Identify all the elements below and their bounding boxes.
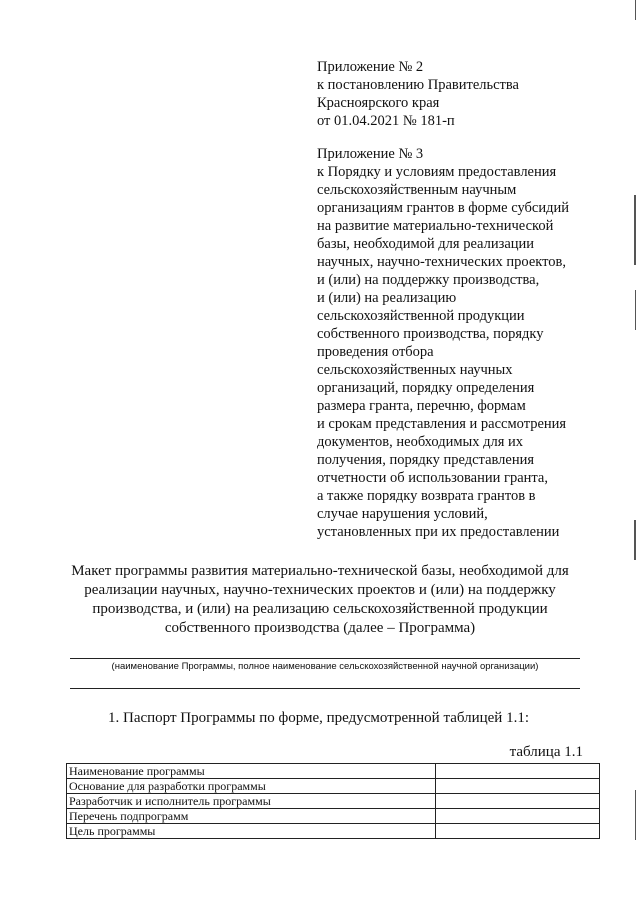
row-label: Цель программы: [67, 824, 436, 839]
appendix-line: и (или) на реализацию: [317, 290, 457, 306]
row-label: Наименование программы: [67, 764, 436, 779]
appendix-line: к Порядку и условиям предоставления: [317, 164, 557, 180]
appendix-line: сельскохозяйственной продукции: [317, 308, 525, 324]
row-label: Перечень подпрограмм: [67, 809, 436, 824]
table-row: [67, 809, 600, 824]
program-name-underline: [70, 658, 580, 659]
appendix-line: получения, порядку представления: [317, 452, 535, 468]
scan-edge-mark: [634, 195, 636, 265]
title-line: реализации научных, научно-технических проектов и (или) на поддержку: [84, 582, 556, 598]
document-title: [60, 562, 580, 638]
appendix-line: и (или) на поддержку производства,: [317, 272, 540, 288]
row-value-cell: [436, 779, 600, 794]
table-row: [67, 794, 600, 809]
blank-underline: [70, 688, 580, 689]
appendix-line: организациям грантов в форме субсидий: [317, 200, 569, 216]
scan-edge-mark: [635, 290, 636, 330]
appendix-line: к постановлению Правительства: [317, 77, 519, 93]
appendix-line: сельскохозяйственным научным: [317, 182, 517, 198]
program-name-caption: (наименование Программы, полное наименование сельскохозяйственной научной организации): [111, 661, 539, 672]
appendix-line: размера гранта, перечню, формам: [317, 398, 526, 414]
appendix-line: научных, научно-технических проектов,: [317, 254, 566, 270]
appendix-line: собственного производства, порядку: [317, 326, 544, 342]
scan-edge-mark: [635, 790, 636, 840]
appendix-line: сельскохозяйственных научных: [317, 362, 513, 378]
title-line: производства, и (или) на реализацию сельскохозяйственной продукции: [92, 601, 548, 617]
program-passport-table: [66, 763, 600, 839]
appendix-line: документов, необходимых для их: [317, 434, 524, 450]
appendix-line: случае нарушения условий,: [317, 506, 488, 522]
row-value-cell: [436, 809, 600, 824]
appendix-line: проведения отбора: [317, 344, 434, 360]
section-1-heading: 1. Паспорт Программы по форме, предусмотренной таблицей 1.1:: [108, 710, 530, 726]
scan-edge-mark: [635, 0, 636, 20]
appendix-line: базы, необходимой для реализации: [317, 236, 535, 252]
title-line: Макет программы развития материально-технической базы, необходимой для: [71, 563, 569, 579]
scan-edge-mark: [634, 520, 636, 560]
appendix-3-block: [317, 145, 617, 541]
appendix-line: Приложение № 3: [317, 146, 424, 162]
appendix-line: Приложение № 2: [317, 59, 424, 75]
row-value-cell: [436, 824, 600, 839]
title-line: собственного производства (далее – Программа): [164, 620, 476, 636]
table-caption: таблица 1.1: [509, 744, 583, 760]
appendix-line: установленных при их предоставлении: [317, 524, 560, 540]
table-row: [67, 824, 600, 839]
appendix-line: Красноярского края: [317, 95, 440, 111]
appendix-line: а также порядку возврата грантов в: [317, 488, 536, 504]
appendix-line: отчетности об использовании гранта,: [317, 470, 548, 486]
appendix-2-block: [317, 58, 617, 130]
row-label: Разработчик и исполнитель программы: [67, 794, 436, 809]
row-label: Основание для разработки программы: [67, 779, 436, 794]
appendix-line: и срокам представления и рассмотрения: [317, 416, 567, 432]
appendix-line: от 01.04.2021 № 181-п: [317, 113, 455, 129]
table-row: [67, 779, 600, 794]
appendix-line: на развитие материально-технической: [317, 218, 554, 234]
table-row: [67, 764, 600, 779]
row-value-cell: [436, 764, 600, 779]
appendix-line: организаций, порядку определения: [317, 380, 535, 396]
row-value-cell: [436, 794, 600, 809]
